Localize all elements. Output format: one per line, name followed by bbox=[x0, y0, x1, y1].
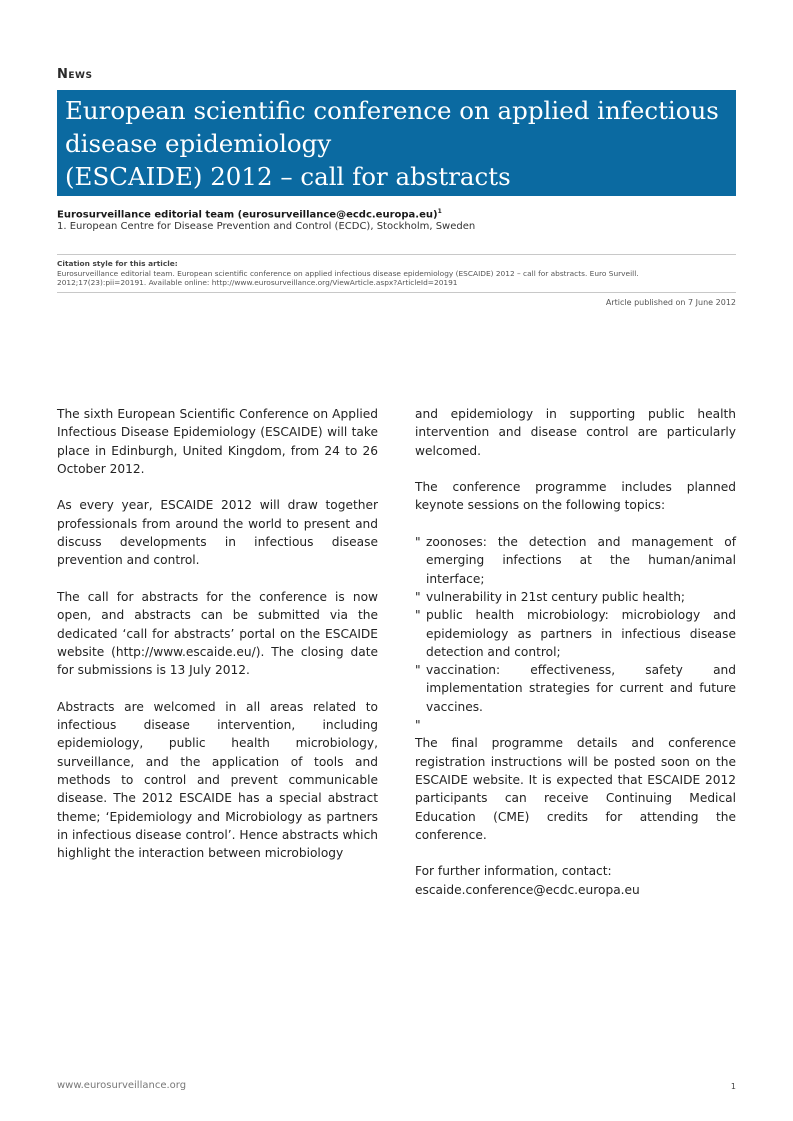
article-title bbox=[65, 94, 728, 193]
footer-website-link[interactable]: www.eurosurveillance.org bbox=[57, 1080, 187, 1091]
list-item bbox=[415, 716, 736, 734]
list-item bbox=[415, 588, 736, 606]
body-paragraph: The call for abstracts for the conference is now open, and abstracts can be submitted via the dedicated ‘call for abstracts’ portal on the ESCAIDE website (http://www.escaide.eu/). The closing date for submissions is 13 July 2012. bbox=[57, 589, 378, 678]
bullet-mark: " bbox=[415, 589, 421, 604]
body-paragraph: The sixth European Scientific Conference on Applied Infectious Disease Epidemiology (ESCAIDE) will take place in Edinburgh, United Kingdom, from 24 to 26 October 2012. bbox=[57, 407, 378, 476]
citation-block bbox=[57, 259, 736, 288]
divider bbox=[57, 254, 736, 255]
body-paragraph: The conference programme includes planned keynote sessions on the following topics: bbox=[415, 480, 736, 513]
list-item bbox=[415, 533, 736, 588]
body-paragraph: As every year, ESCAIDE 2012 will draw together professionals from around the world to present and discuss developments in infectious disease prevention and control. bbox=[57, 498, 378, 568]
body-right-column bbox=[415, 405, 736, 899]
list-item bbox=[415, 606, 736, 661]
contact-email[interactable]: escaide.conference@ecdc.europa.eu bbox=[415, 882, 640, 897]
page-number: 1 bbox=[730, 1082, 736, 1091]
body-paragraph: Abstracts are welcomed in all areas related to infectious disease intervention, including epidemiology, public health microbiology, surveillance, and the application of tools and methods to control and prevent communicable disease. The 2012 ESCAIDE has a special abstract theme; ‘Epidemiology and Microbiology as partners in infectious disease control’. Hence abstracts which highlight the interaction between microbiology bbox=[57, 699, 378, 861]
authors bbox=[57, 208, 442, 220]
affiliation: 1. European Centre for Disease Prevention and Control (ECDC), Stockholm, Sweden bbox=[57, 221, 476, 232]
author-names: Eurosurveillance editorial team (eurosurveillance@ecdc.europa.eu) bbox=[57, 209, 438, 221]
title-line: disease epidemiology bbox=[65, 129, 332, 158]
divider bbox=[57, 292, 736, 293]
topic-text: vulnerability in 21st century public health; bbox=[426, 589, 686, 604]
citation-text-line1: Eurosurveillance editorial team. European scientific conference on applied infectious disease epidemiology (ESCAIDE) 2012 – call for abstracts. Euro Surveill. bbox=[57, 268, 639, 278]
title-banner bbox=[57, 90, 736, 196]
bullet-mark: " bbox=[415, 535, 421, 550]
contact-label: For further information, contact: bbox=[415, 864, 612, 879]
topic-text: zoonoses: the detection and management of emerging infections at the human/animal interface; bbox=[426, 535, 736, 586]
publication-date: Article published on 7 June 2012 bbox=[605, 298, 736, 307]
topic-text: vaccination: effectiveness, safety and implementation strategies for current and future vaccines. bbox=[426, 663, 736, 714]
title-line: (ESCAIDE) 2012 – call for abstracts bbox=[65, 162, 511, 191]
body-paragraph: and epidemiology in supporting public health intervention and disease control are particularly welcomed. bbox=[415, 407, 736, 458]
topic-text: public health microbiology: microbiology and epidemiology as partners in infectious disease detection and control; bbox=[426, 608, 736, 659]
author-affiliation-marker: 1 bbox=[437, 208, 442, 215]
section-label: News bbox=[57, 67, 93, 82]
topics-list bbox=[415, 533, 736, 734]
body-paragraph: The final programme details and conference registration instructions will be posted soon on the ESCAIDE website. It is expected that ESCAIDE 2012 participants can receive Continuing Medical Education (CME) credits for attending the conference. bbox=[415, 736, 736, 842]
list-item bbox=[415, 661, 736, 716]
title-line: European scientific conference on applied infectious bbox=[65, 96, 719, 125]
bullet-mark: " bbox=[415, 608, 421, 623]
citation-text-line2: 2012;17(23):pii=20191. Available online: http://www.eurosurveillance.org/ViewArticle.aspx?ArticleId=20191 bbox=[57, 278, 458, 287]
bullet-mark: " bbox=[415, 663, 421, 678]
bullet-mark: " bbox=[415, 718, 421, 733]
citation-label: Citation style for this article: bbox=[57, 259, 178, 268]
body-left-column bbox=[57, 405, 378, 862]
